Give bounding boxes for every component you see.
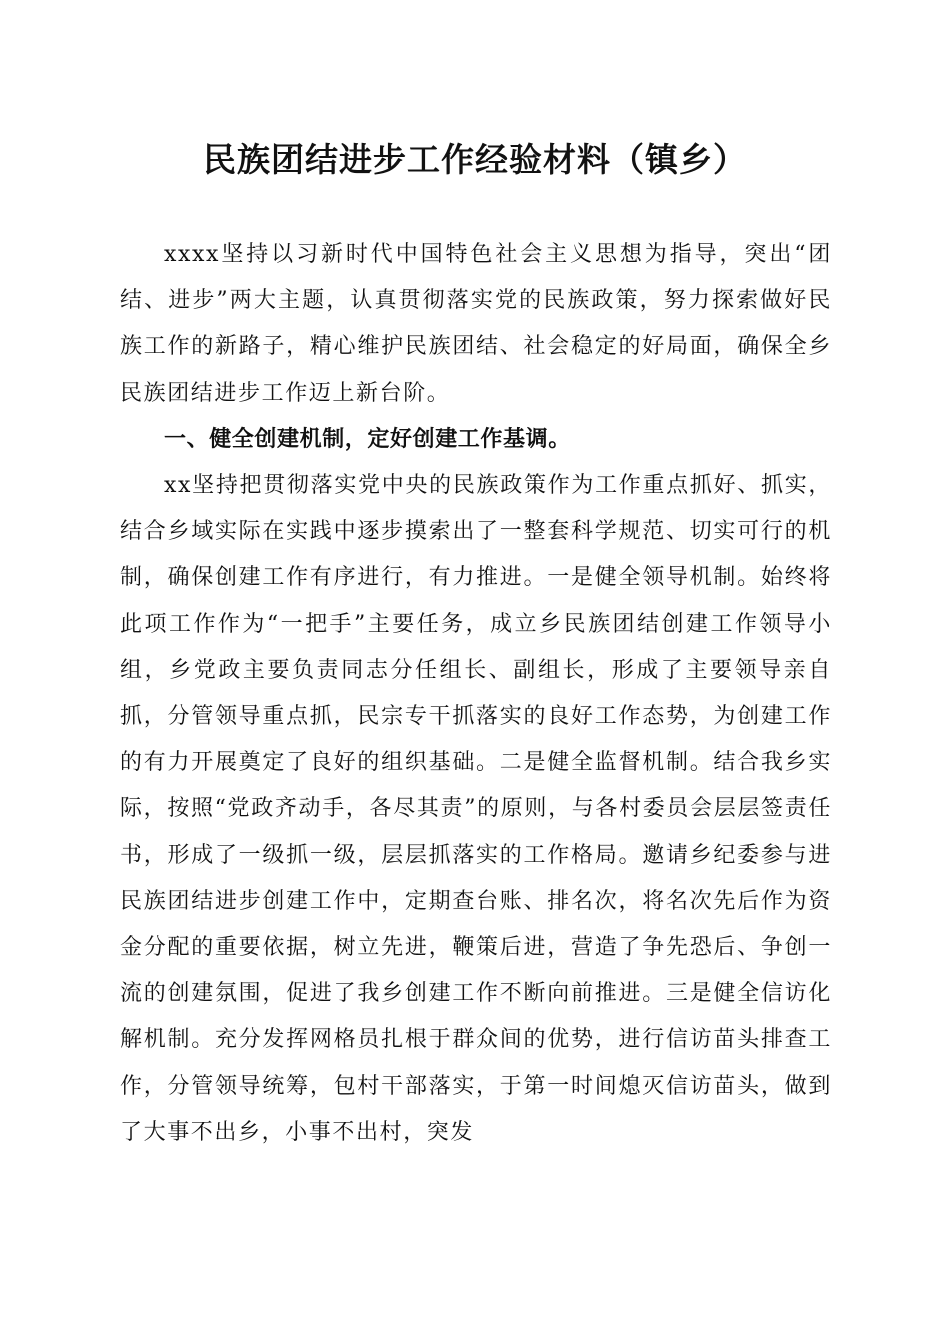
document-body	[120, 232, 832, 1156]
section-1-paragraph: xx坚持把贯彻落实党中央的民族政策作为工作重点抓好、抓实，结合乡域实际在实践中逐步摸索出了一整套科学规范、切实可行的机制，确保创建工作有序进行，有力推进。一是健全领导机制。始终将此项工作作为“一把手”主要任务，成立乡民族团结创建工作领导小组，乡党政主要负责同志分任组长、副组长，形成了主要领导亲自抓，分管领导重点抓，民宗专干抓落实的良好工作态势，为创建工作的有力开展奠定了良好的组织基础。二是健全监督机制。结合我乡实际，按照“党政齐动手，各尽其责”的原则，与各村委员会层层签责任书，形成了一级抓一级，层层抓落实的工作格局。邀请乡纪委参与进民族团结进步创建工作中，定期查台账、排名次，将名次先后作为资金分配的重要依据，树立先进，鞭策后进，营造了争先恐后、争创一流的创建氛围，促进了我乡创建工作不断向前推进。三是健全信访化解机制。充分发挥网格员扎根于群众间的优势，进行信访苗头排查工作，分管领导统筹，包村干部落实，于第一时间熄灭信访苗头，做到了大事不出乡，小事不出村，突发	[120, 473, 832, 1145]
intro-paragraph: xxxx坚持以习新时代中国特色社会主义思想为指导，突出“团结、进步”两大主题，认真贯彻落实党的民族政策，努力探索做好民族工作的新路子，精心维护民族团结、社会稳定的好局面，确保全乡民族团结进步工作迈上新台阶。	[120, 242, 832, 406]
section-1-heading: 一、健全创建机制，定好创建工作基调。	[164, 426, 571, 452]
document-title: 民族团结进步工作经验材料（镇乡）	[203, 140, 747, 179]
